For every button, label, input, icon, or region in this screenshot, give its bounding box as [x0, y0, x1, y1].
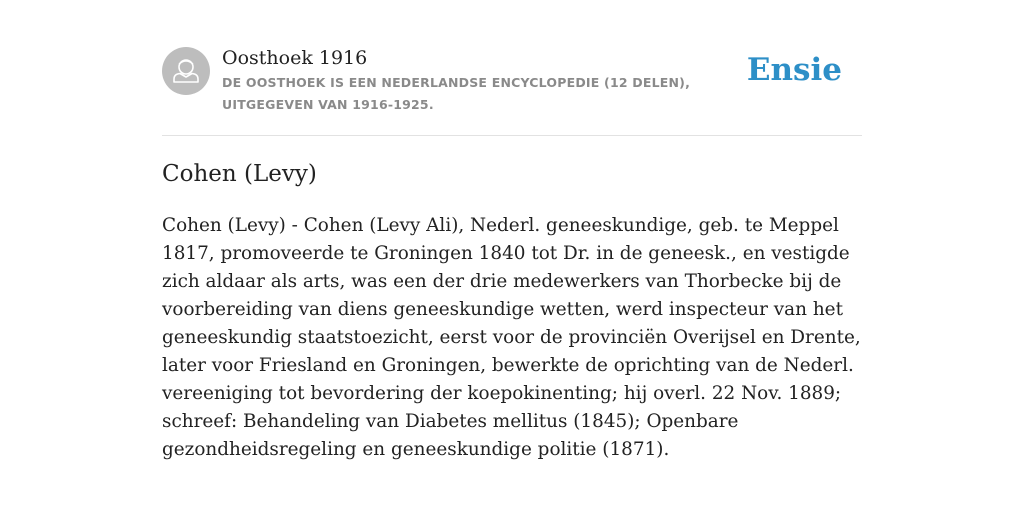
article-body: Cohen (Levy) - Cohen (Levy Ali), Nederl. geneeskundige, geb. te Meppel 1817, promoveerde te Groningen 1840 tot Dr. in de geneesk., en vestigde zich aldaar als arts, was een der drie medewerkers van Thorbecke bij de voorbereiding van diens geneeskundige wetten, werd inspecteur van het geneeskundig staatstoezicht, eerst voor de provinciën Overijsel en Drente, later voor Friesland en Groningen, bewerkte de oprichting van de Nederl. vereeniging tot bevordering der koepokinenting; hij overl. 22 Nov. 1889; schreef: Behandeling van Diabetes mellitus (1845); Openbare gezondheidsregeling en geneeskundige politie (1871).	[162, 215, 861, 460]
source-header	[162, 46, 862, 116]
source-avatar[interactable]	[162, 47, 210, 95]
source-description: DE OOSTHOEK IS EEN NEDERLANDSE ENCYCLOPEDIE (12 DELEN), UITGEGEVEN VAN 1916-1925.	[222, 75, 691, 112]
user-icon	[162, 47, 210, 95]
header-divider	[162, 135, 862, 136]
ensie-logo-link[interactable]: Ensie	[746, 52, 842, 88]
article-title: Cohen (Levy)	[162, 161, 317, 187]
source-title[interactable]: Oosthoek 1916	[222, 47, 368, 69]
